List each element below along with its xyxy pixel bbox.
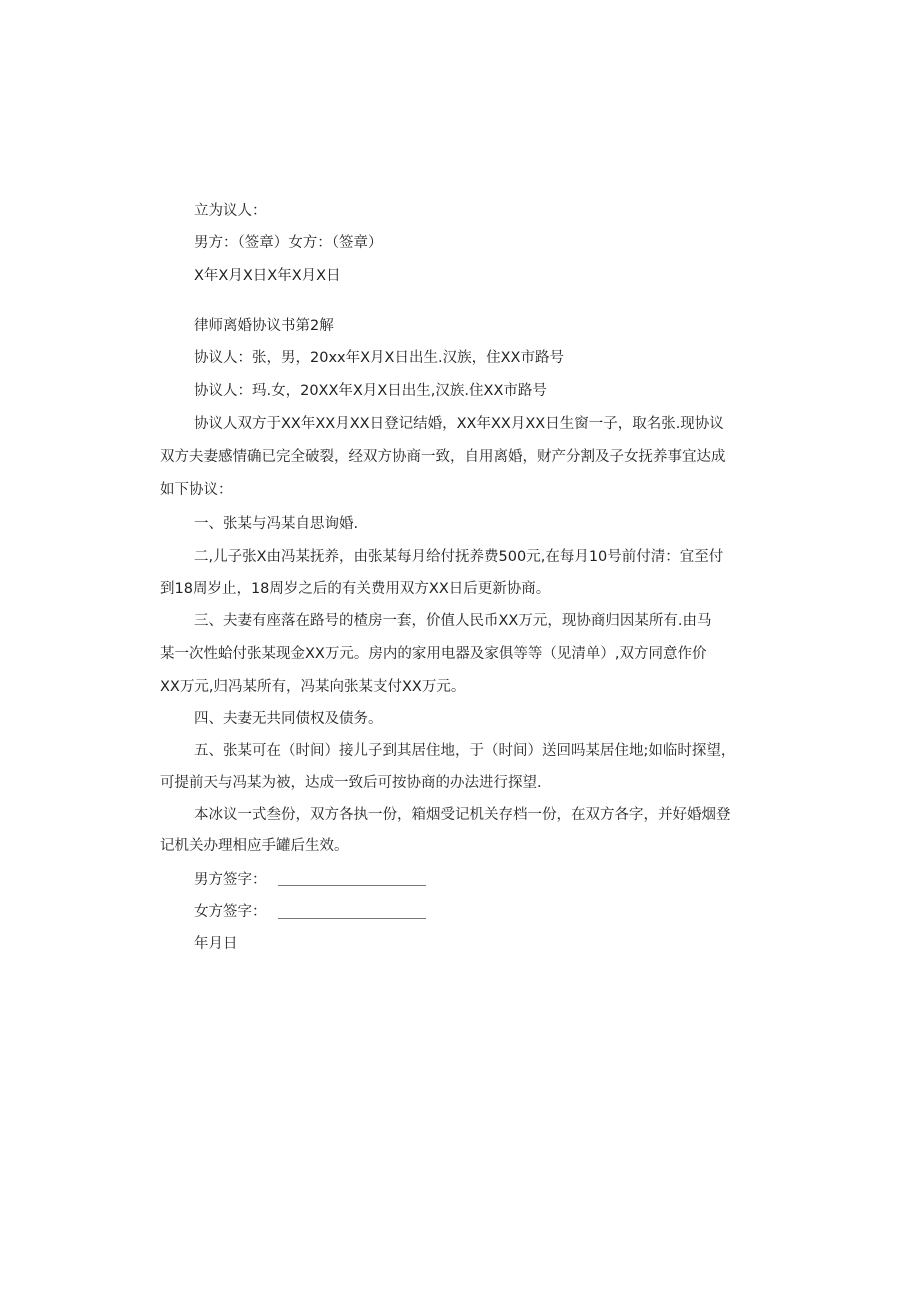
clause-2-line-1: 二,儿子张X由冯某抚养，由张某每月给付抚养费500元,在每月10号前付清：宜至付 — [194, 549, 724, 565]
clause-3-line-2: 某一次性蛤付张某现金XX万元。房内的家用电器及家俱等等（见清单）,双方同意作价 — [160, 646, 707, 662]
male-signature-label: 男方签字： — [194, 872, 267, 888]
intro-line-3: 如下协议： — [160, 482, 233, 498]
document-title: 律师离婚协议书第2解 — [194, 318, 334, 334]
female-signature-line[interactable] — [278, 918, 426, 919]
clause-4: 四、夫妻无共同债权及债务。 — [194, 711, 383, 727]
date-line: 年月日 — [194, 936, 238, 952]
female-signature-label: 女方签字： — [194, 904, 267, 920]
clause-5-line-2: 可提前天与冯某为被，达成一致后可按协商的办法进行探望. — [160, 775, 542, 791]
clause-3-line-3: XX万元,归冯某所有，冯某向张某支付XX万元。 — [160, 679, 466, 695]
male-signature-line[interactable] — [278, 885, 426, 886]
signatory-header: 立为议人： — [194, 203, 267, 219]
clause-5-line-1: 五、张某可在（时间）接儿子到其居住地，于（时间）送回吗某居住地;如临时探望， — [194, 743, 736, 759]
clause-3-line-1: 三、夫妻有座落在路号的楂房一套，价值人民币XX万元，现协商归因某所有.由马 — [194, 613, 712, 629]
clause-1: 一、张某与冯某自思询婚. — [194, 516, 359, 532]
closing-line-2: 记机关办理相应手罐后生效。 — [160, 838, 349, 854]
clause-2-line-2: 到18周岁止，18周岁之后的有关费用双方XX日后更新协商。 — [160, 581, 551, 597]
party-one: 协议人：张，男，20xx年X月X日出生.汉族，住XX市路号 — [194, 350, 564, 366]
signatory-parties: 男方：（签章）女方：（签章） — [194, 235, 383, 251]
party-two: 协议人：玛.女，20XX年X月X日出生,汉族.住XX市路号 — [194, 383, 547, 399]
intro-line-1: 协议人双方于XX年XX月XX日登记结婚，XX年XX月XX日生窗一子，取名张.现协议 — [194, 416, 724, 432]
intro-line-2: 双方夫妻感情确已完全破裂，经双方协商一致，自用离婚，财产分割及子女抚养事宜达成 — [160, 449, 726, 465]
signatory-dates: X年X月X日X年X月X日 — [194, 268, 341, 284]
closing-line-1: 本冰议一式叁份，双方各执一份，箱烟受记机关存档一份，在双方各字，并好婚烟登 — [194, 807, 731, 823]
